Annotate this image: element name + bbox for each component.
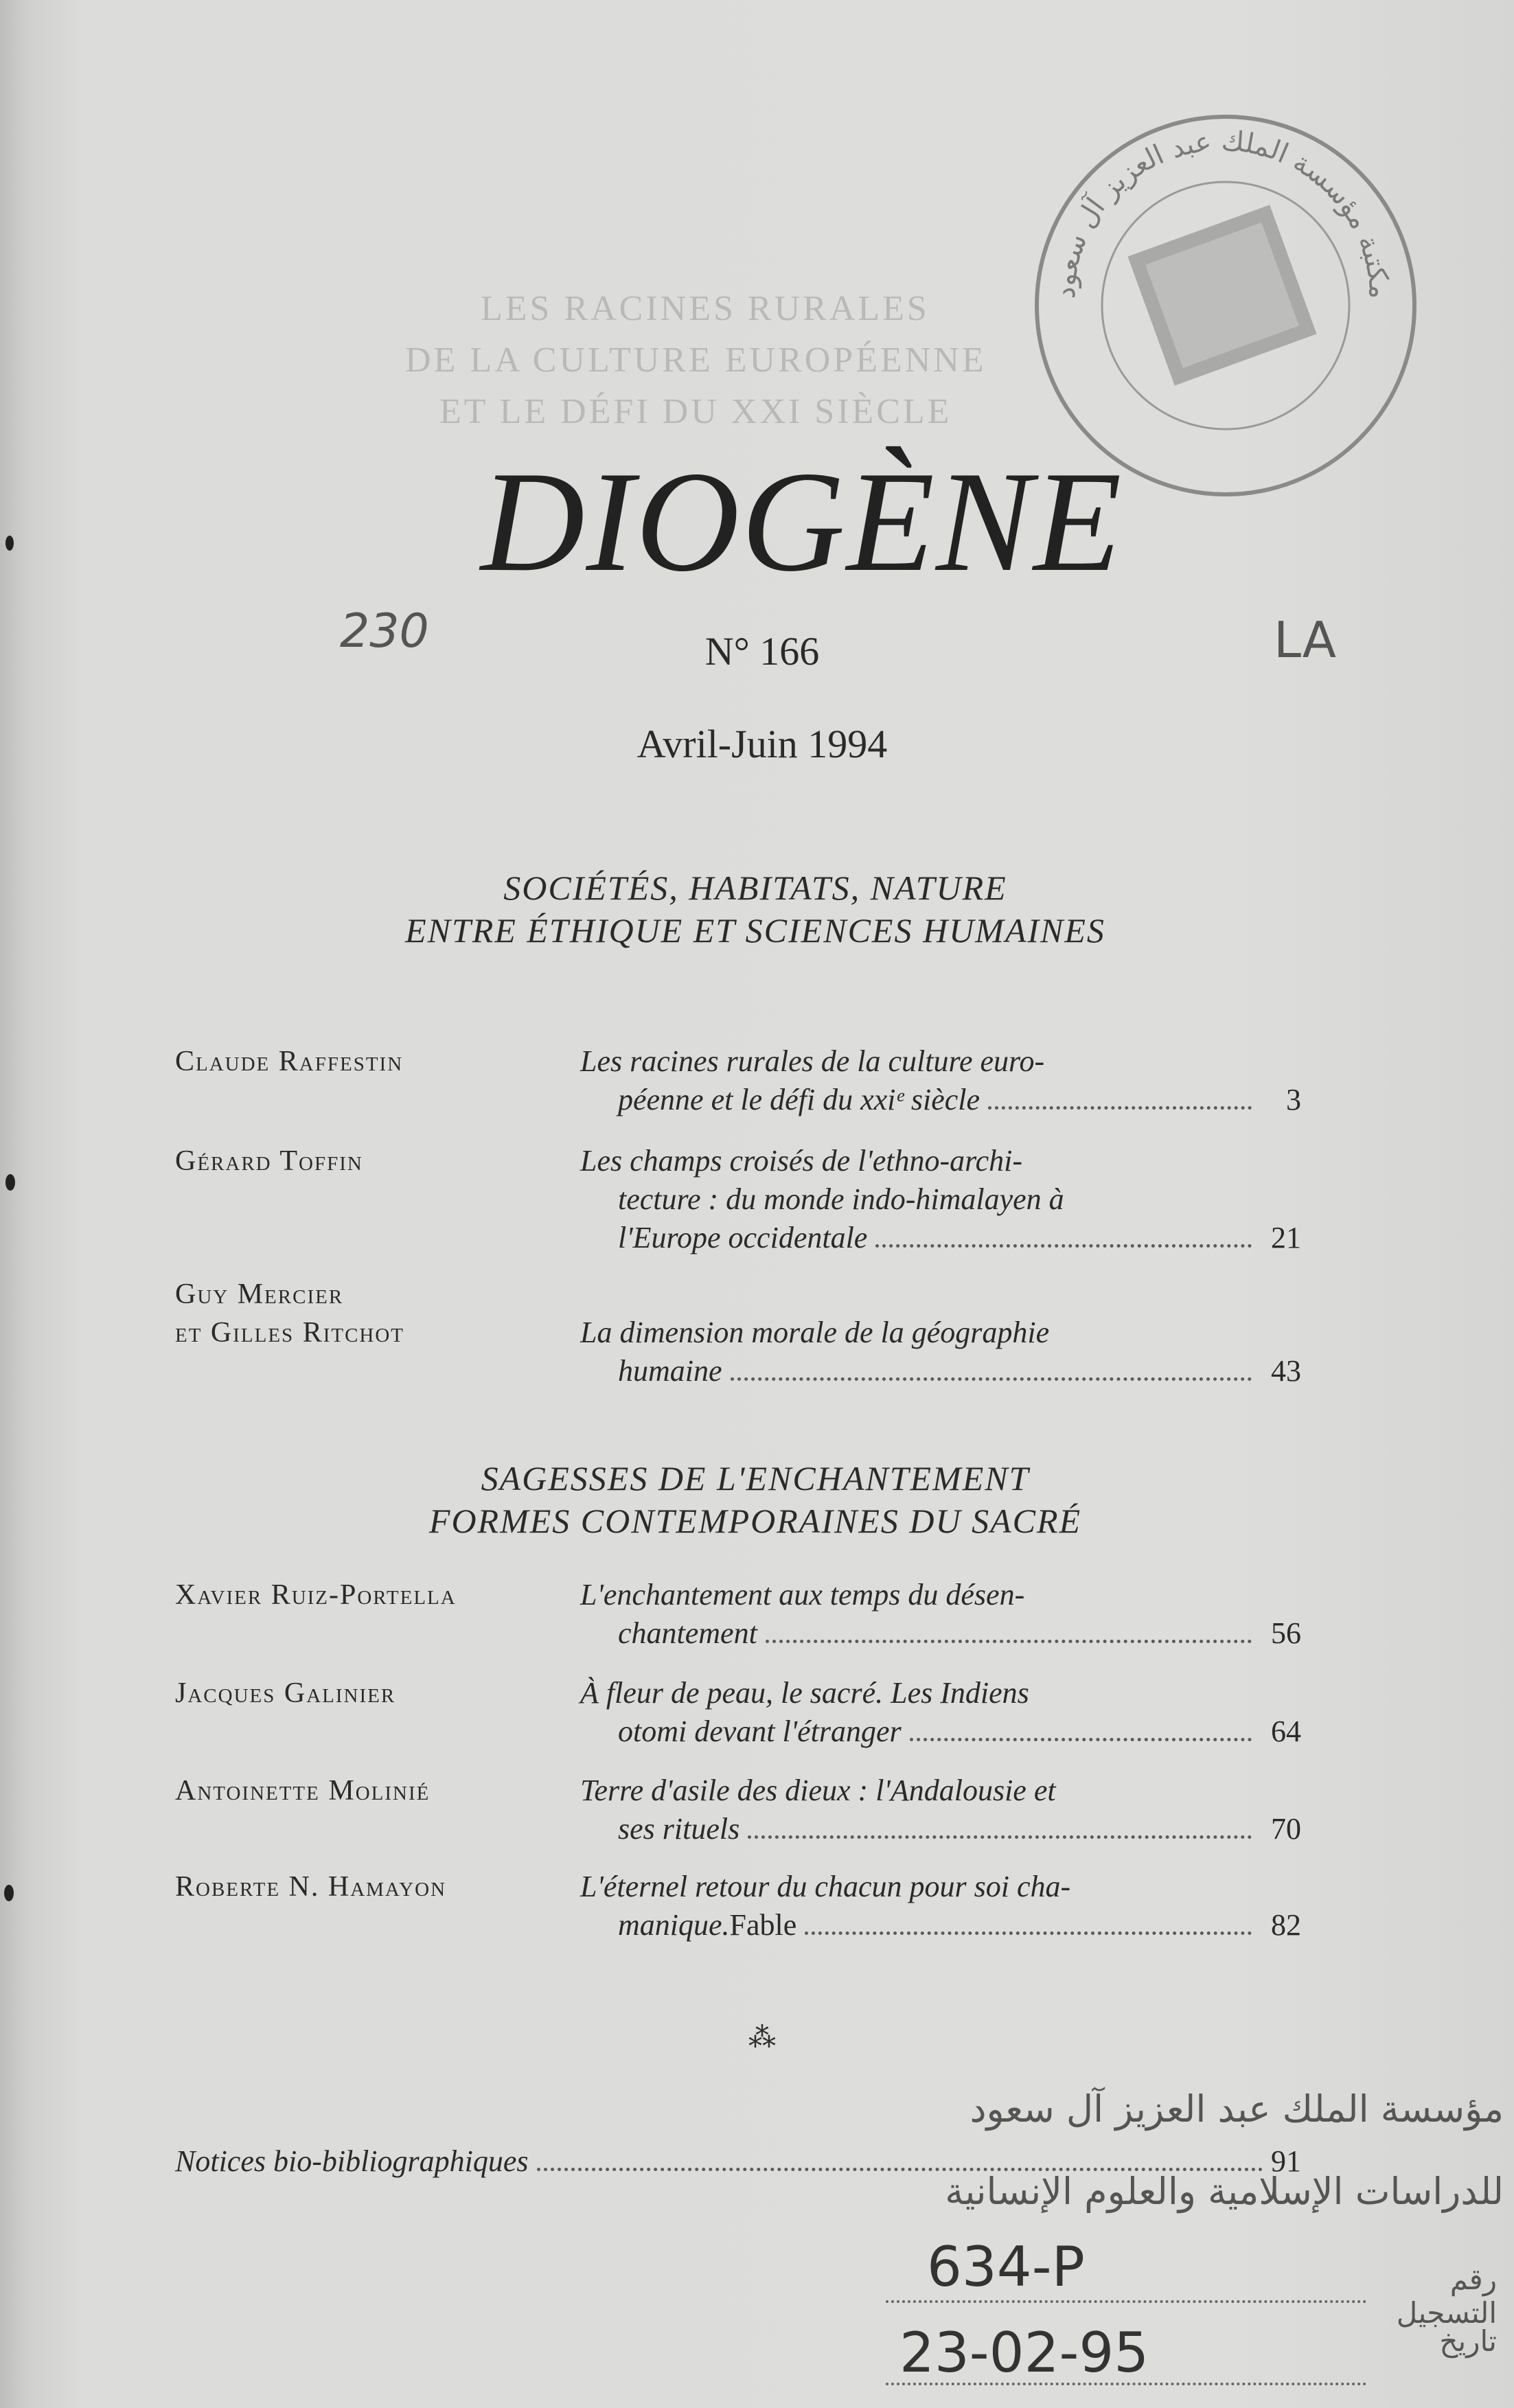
toc-author: Jacques Galinier — [175, 1677, 396, 1709]
arabic-annotation: رقم التسجيل — [1396, 2262, 1497, 2330]
toc-author: Claude Raffestin — [175, 1046, 404, 1077]
bleed-through-text: ET LE DÉFI DU XXI SIÈCLE — [439, 392, 952, 431]
arabic-annotation: للدراسات الإسلامية والعلوم الإنسانية — [945, 2170, 1504, 2213]
asterism-ornament: ⁂ — [748, 2022, 776, 2053]
toc-author: Guy Mercier et Gilles Ritchot — [175, 1278, 405, 1349]
binding-mark — [5, 1174, 15, 1191]
registration-number: 634-P — [927, 2235, 1085, 2299]
toc-entry[interactable]: Les champs croisés de l'ethno-archi- tecture : du monde indo-himalayen à l'Europe occidentale 21 — [580, 1142, 1301, 1257]
toc-entry[interactable]: Les racines rurales de la culture euro- péenne et le défi du xxiᵉ siècle 3 — [580, 1042, 1301, 1119]
bleed-through-text: LES RACINES RURALES — [481, 289, 930, 328]
toc-entry[interactable]: L'enchantement aux temps du désen- chantement 56 — [580, 1576, 1301, 1653]
toc-entry[interactable]: L'éternel retour du chacun pour soi cha- manique. Fable 82 — [580, 1868, 1301, 1945]
toc-entry[interactable]: La dimension morale de la géographie humaine 43 — [580, 1314, 1301, 1390]
page-number: 21 — [1271, 1221, 1301, 1254]
page-number: 64 — [1271, 1715, 1301, 1748]
toc-author: Roberte N. Hamayon — [175, 1871, 447, 1903]
binding-mark — [5, 536, 14, 551]
section-heading: SAGESSES DE L'ENCHANTEMENT FORMES CONTEMPORAINES DU SACRÉ — [428, 1459, 1082, 1540]
page-number: 70 — [1271, 1812, 1301, 1846]
registration-date-underline — [886, 2383, 1366, 2385]
journal-title: DIOGÈNE — [481, 442, 1123, 601]
toc-entry-notices[interactable]: Notices bio-bibliographiques 91 — [175, 2142, 1301, 2181]
arabic-annotation: مؤسسة الملك عبد العزيز آل سعود — [970, 2087, 1504, 2131]
page-number: 91 — [1271, 2144, 1301, 2178]
page-number: 82 — [1271, 1908, 1301, 1942]
bleed-through-text: DE LA CULTURE EUROPÉENNE — [405, 341, 987, 380]
toc-entry[interactable]: À fleur de peau, le sacré. Les Indiens otomi devant l'étranger 64 — [580, 1674, 1301, 1751]
page-number: 43 — [1271, 1354, 1301, 1388]
arabic-annotation: تاريخ — [1439, 2324, 1497, 2358]
registration-date: 23-02-95 — [899, 2321, 1149, 2385]
handwritten-number: 230 — [340, 604, 429, 658]
toc-author: Xavier Ruiz-Portella — [175, 1579, 457, 1611]
stamp-text: مكتبة مؤسسة الملك عبد العزيز آل سعود — [1049, 125, 1395, 299]
section-heading: SOCIÉTÉS, HABITATS, NATURE ENTRE ÉTHIQUE ET SCIENCES HUMAINES — [405, 869, 1105, 950]
toc-author: Gérard Toffin — [175, 1145, 363, 1177]
toc-entry[interactable]: Terre d'asile des dieux : l'Andalousie et ses rituels 70 — [580, 1771, 1301, 1848]
issue-date: Avril-Juin 1994 — [636, 722, 888, 766]
registration-underline — [886, 2300, 1366, 2303]
page-number: 56 — [1271, 1616, 1301, 1650]
issue-number: N° 166 — [704, 629, 820, 674]
binding-mark — [4, 1885, 14, 1901]
toc-author: Antoinette Molinié — [175, 1775, 431, 1807]
handwritten-initials: LA — [1274, 611, 1337, 669]
page-number: 3 — [1286, 1083, 1301, 1116]
